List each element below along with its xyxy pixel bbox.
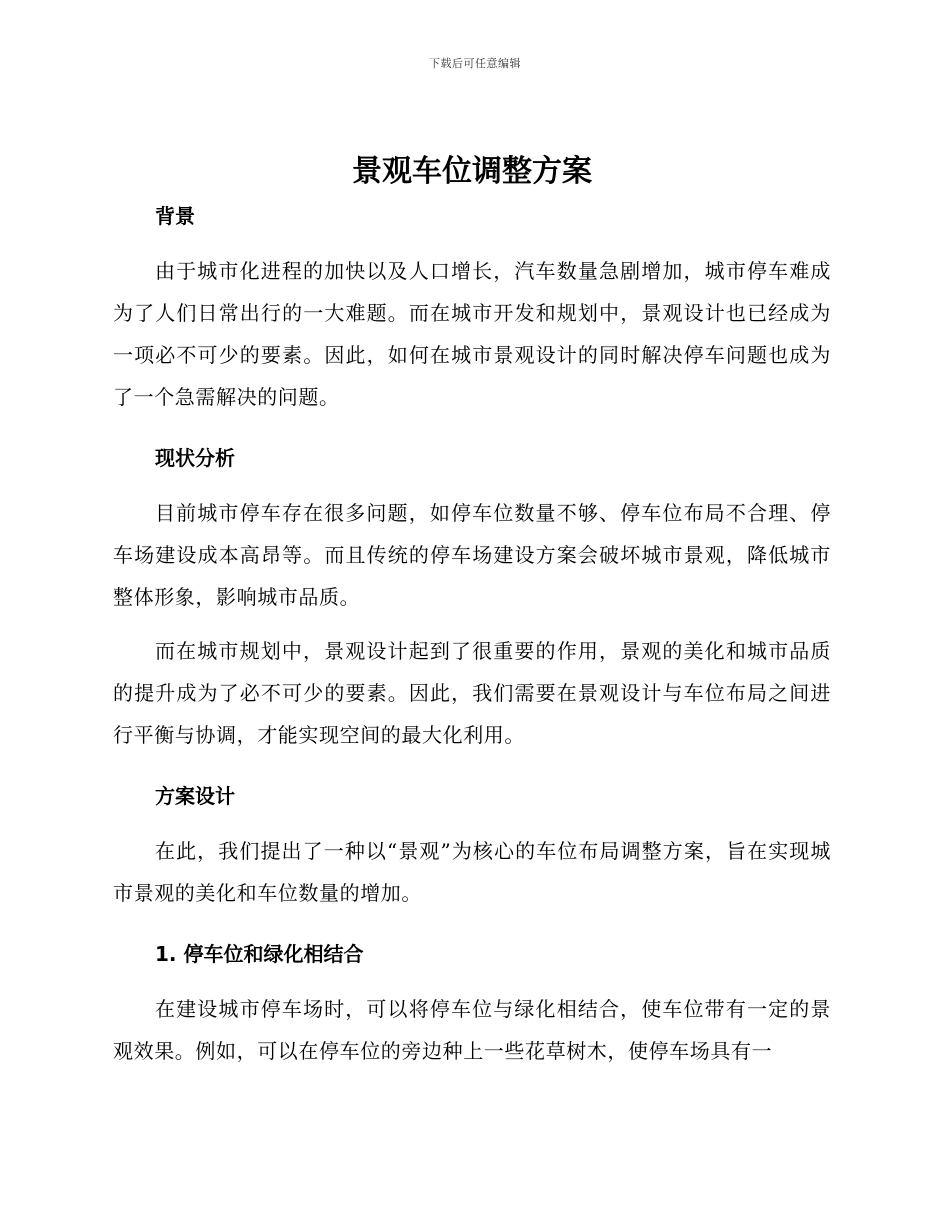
section-heading-status-analysis: 现状分析 [155,446,235,470]
header-note: 下载后可任意编辑 [429,57,521,70]
document-body [113,150,831,1072]
section-heading-background: 背景 [155,204,195,228]
paragraph-parking-greening: 在建设城市停车场时，可以将停车位与绿化相结合，使车位带有一定的景观效果。例如，可以在停车位的旁边种上一些花草树木，使停车场具有一 [113,997,831,1063]
paragraph-background: 由于城市化进程的加快以及人口增长，汽车数量急剧增加，城市停车难成为了人们日常出行的一大难题。而在城市开发和规划中，景观设计也已经成为一项必不可少的要素。因此，如何在城市景观设计的同时解决停车问题也成为了一个急需解决的问题。 [113,259,831,409]
paragraph-plan-design: 在此，我们提出了一种以“景观”为核心的车位布局调整方案，旨在实现城市景观的美化和车位数量的增加。 [113,839,831,905]
paragraph-status-problems: 目前城市停车存在很多问题，如停车位数量不够、停车位布局不合理、停车场建设成本高昂等。而且传统的停车场建设方案会破坏城市景观，降低城市整体形象，影响城市品质。 [113,501,831,609]
section-heading-plan-design: 方案设计 [155,784,235,808]
section-heading-parking-greening: 1. 停车位和绿化相结合 [155,942,364,966]
paragraph-status-planning: 而在城市规划中，景观设计起到了很重要的作用，景观的美化和城市品质的提升成为了必不可少的要素。因此，我们需要在景观设计与车位布局之间进行平衡与协调，才能实现空间的最大化利用。 [113,639,831,747]
document-title: 景观车位调整方案 [352,154,592,189]
